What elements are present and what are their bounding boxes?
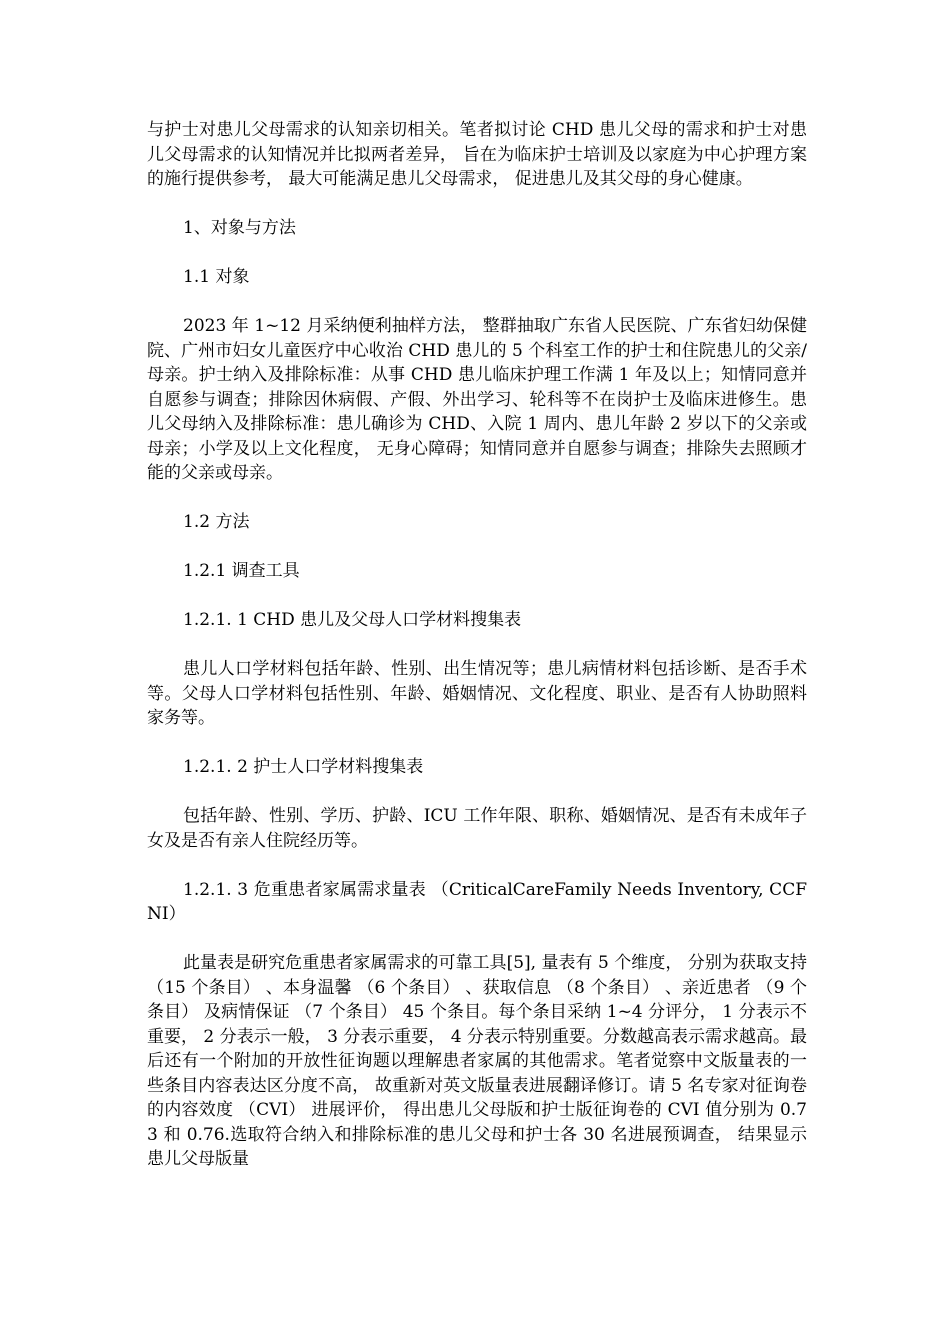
subsection-heading-methods: 1.2 方法 bbox=[183, 512, 250, 532]
subsection-heading-nurse-demographics: 1.2.1. 2 护士人口学材料搜集表 bbox=[183, 757, 424, 777]
document-page bbox=[147, 118, 807, 1196]
subsection-heading-parent-demographics: 1.2.1. 1 CHD 患儿及父母人口学材料搜集表 bbox=[183, 610, 522, 630]
subsection-heading-objects: 1.1 对象 bbox=[183, 267, 250, 287]
paragraph-parent-demographics: 患儿人口学材料包括年龄、性别、出生情况等；患儿病情材料包括诊断、是否手术等。父母人口学材料包括性别、年龄、婚姻情况、文化程度、职业、是否有人协助照料家务等。 bbox=[147, 659, 807, 728]
paragraph-sampling: 2023 年 1~12 月采纳便利抽样方法， 整群抽取广东省人民医院、广东省妇幼保健院、广州市妇女儿童医疗中心收治 CHD 患儿的 5 个科室工作的护士和住院患儿的父亲/母亲。护士纳入及排除标准：从事 CHD 患儿临床护理工作满 1 年及以上；知情同意并自愿参与调查；排除因休病假、产假、外出学习、轮科等不在岗护士及临床进修生。患儿父母纳入及排除标准：患儿确诊为 CHD、入院 1 周内、患儿年龄 2 岁以下的父亲或母亲；小学及以上文化程度， 无身心障碍；知情同意并自愿参与调查；排除失去照顾才能的父亲或母亲。 bbox=[147, 316, 807, 483]
paragraph-nurse-demographics: 包括年龄、性别、学历、护龄、ICU 工作年限、职称、婚姻情况、是否有未成年子女及是否有亲人住院经历等。 bbox=[147, 806, 807, 851]
subsection-heading-survey-tools: 1.2.1 调查工具 bbox=[183, 561, 300, 581]
subsection-heading-ccfni: 1.2.1. 3 危重患者家属需求量表 （CriticalCareFamily Needs Inventory, CCFNI） bbox=[147, 879, 807, 924]
section-heading-objects-methods: 1、对象与方法 bbox=[183, 218, 296, 238]
paragraph-intro-continuation: 与护士对患儿父母需求的认知亲切相关。笔者拟讨论 CHD 患儿父母的需求和护士对患儿父母需求的认知情况并比拟两者差异， 旨在为临床护士培训及以家庭为中心护理方案的施行提供参考， 最大可能满足患儿父母需求， 促进患儿及其父母的身心健康。 bbox=[147, 120, 807, 189]
paragraph-ccfni-description: 此量表是研究危重患者家属需求的可靠工具[5], 量表有 5 个维度， 分别为获取支持 （15 个条目） 、本身温馨 （6 个条目） 、获取信息 （8 个条目） 、亲近患者 （9 个条目） 及病情保证 （7 个条目） 45 个条目。每个条目采纳 1~4 分评分， 1 分表示不重要， 2 分表示一般， 3 分表示重要， 4 分表示特别重要。分数越高表示需求越高。最后还有一个附加的开放性征询题以理解患者家属的其他需求。笔者觉察中文版量表的一些条目内容表达区分度不高， 故重新对英文版量表进展翻译修订。请 5 名专家对征询卷的内容效度 （CVI） 进展评价， 得出患儿父母版和护士版征询卷的 CVI 值分别为 0.73 和 0.76.选取符合纳入和排除标准的患儿父母和护士各 30 名进展预调查， 结果显示患儿父母版量 bbox=[147, 953, 807, 1169]
